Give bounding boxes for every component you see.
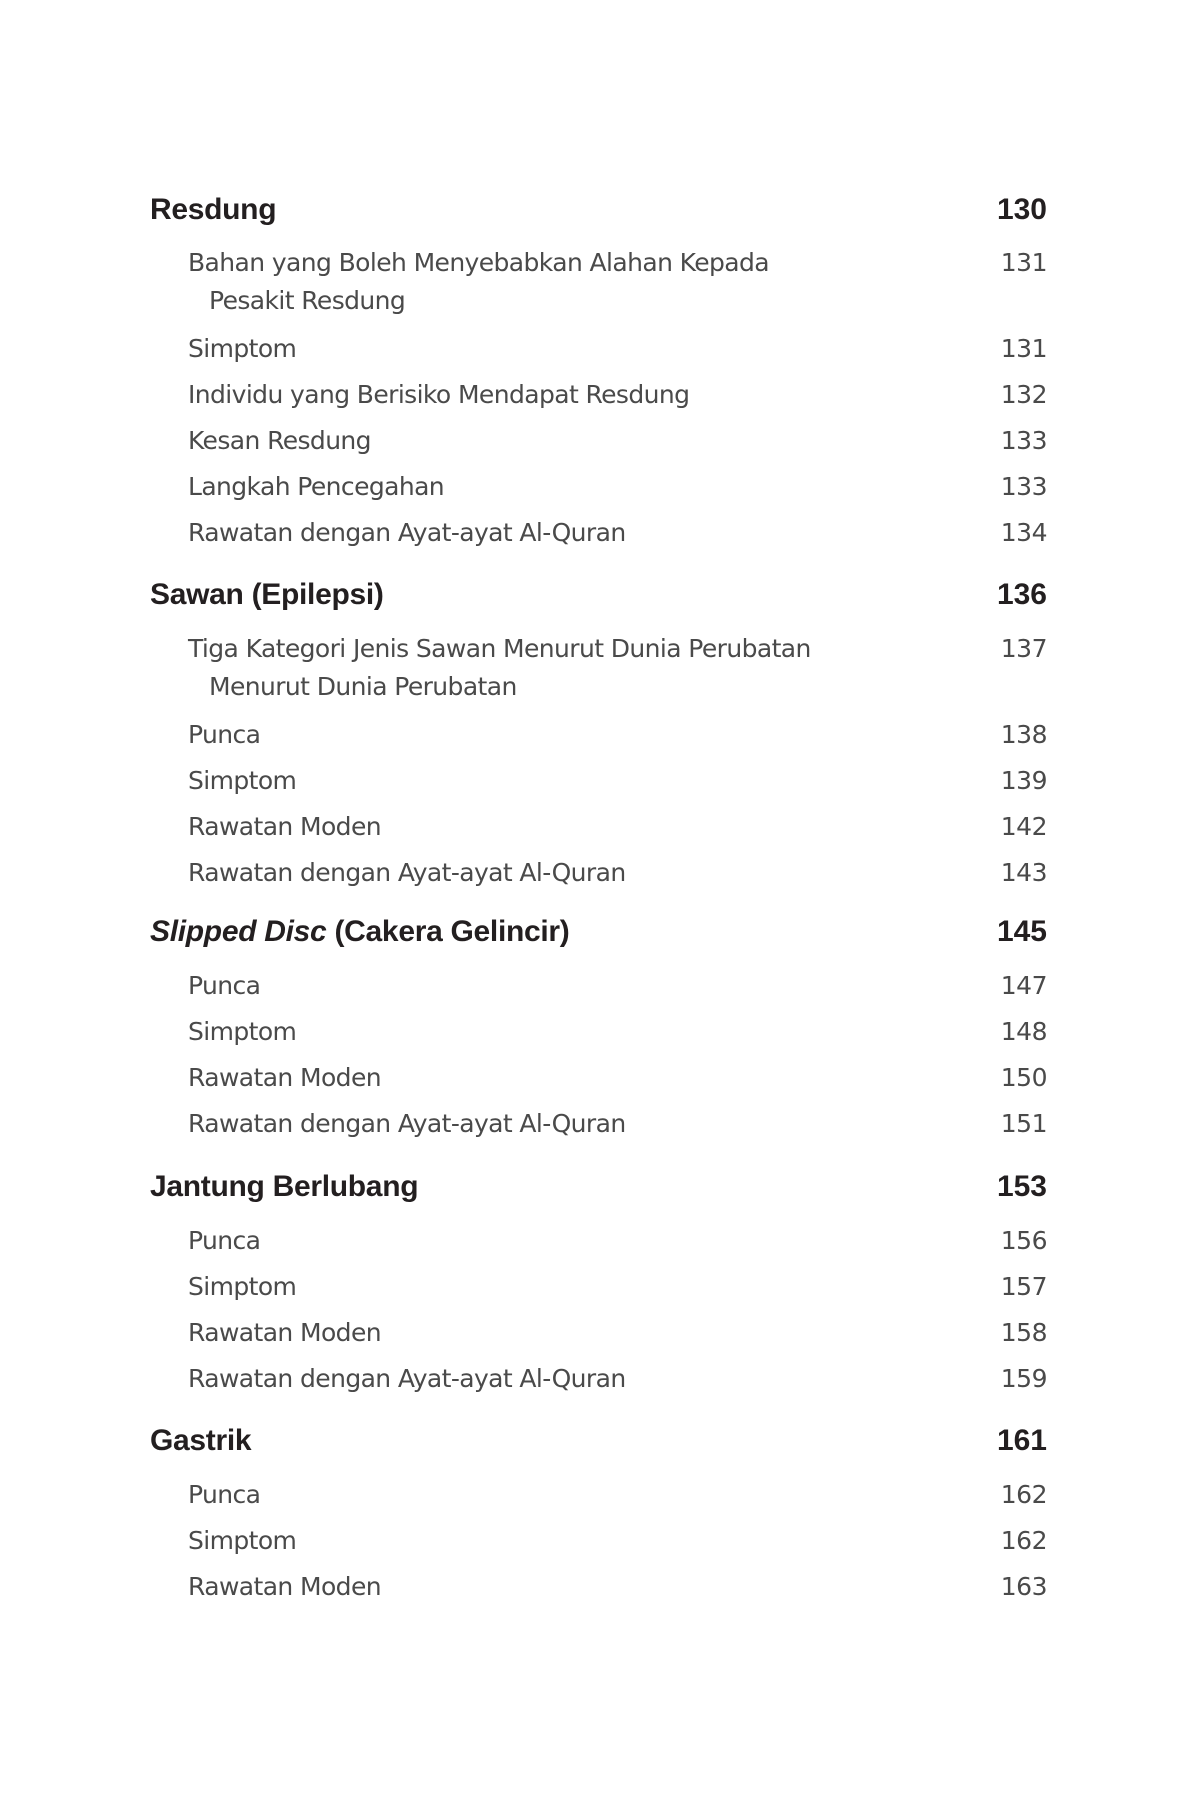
chapter-page-number: 153 bbox=[996, 1170, 1047, 1203]
entry-page-number: 156 bbox=[1000, 1226, 1047, 1255]
entry-page-number: 158 bbox=[1000, 1318, 1047, 1347]
entry-page-number: 137 bbox=[1000, 634, 1047, 663]
entry-title: Individu yang Berisiko Mendapat Resdung bbox=[188, 380, 690, 409]
entry-title: Simptom bbox=[188, 766, 297, 795]
entry-title: Simptom bbox=[188, 1272, 297, 1301]
entry-title: Simptom bbox=[188, 334, 297, 363]
chapter-title bbox=[150, 917, 570, 947]
entry-page-number: 157 bbox=[1000, 1272, 1047, 1301]
entry-page-number: 151 bbox=[1000, 1109, 1047, 1138]
entry-title: Rawatan dengan Ayat-ayat Al-Quran bbox=[188, 518, 626, 547]
entry-title: Rawatan dengan Ayat-ayat Al-Quran bbox=[188, 858, 626, 887]
entry-title: Langkah Pencegahan bbox=[188, 472, 445, 501]
entry-page-number: 133 bbox=[1000, 426, 1047, 455]
entry-title: Punca bbox=[188, 1480, 261, 1509]
entry-title-continuation: Menurut Dunia Perubatan bbox=[209, 672, 517, 701]
entry-title: Rawatan dengan Ayat-ayat Al-Quran bbox=[188, 1364, 626, 1393]
entry-page-number: 139 bbox=[1000, 766, 1047, 795]
entry-page-number: 131 bbox=[1000, 334, 1047, 363]
entry-title: Kesan Resdung bbox=[188, 426, 371, 455]
entry-page-number: 162 bbox=[1000, 1526, 1047, 1555]
chapter-title: Resdung bbox=[150, 193, 277, 226]
entry-title: Tiga Kategori Jenis Sawan Menurut Dunia Perubatan bbox=[188, 634, 811, 663]
entry-title: Simptom bbox=[188, 1526, 297, 1555]
entry-title: Simptom bbox=[188, 1017, 297, 1046]
entry-page-number: 147 bbox=[1000, 971, 1047, 1000]
entry-title: Rawatan Moden bbox=[188, 1318, 381, 1347]
entry-page-number: 142 bbox=[1000, 812, 1047, 841]
entry-page-number: 138 bbox=[1000, 720, 1047, 749]
entry-page-number: 133 bbox=[1000, 472, 1047, 501]
entry-title: Punca bbox=[188, 720, 261, 749]
entry-page-number: 131 bbox=[1000, 248, 1047, 277]
entry-page-number: 143 bbox=[1000, 858, 1047, 887]
entry-page-number: 163 bbox=[1000, 1572, 1047, 1601]
entry-page-number: 148 bbox=[1000, 1017, 1047, 1046]
entry-title: Punca bbox=[188, 1226, 261, 1255]
chapter-page-number: 145 bbox=[996, 915, 1047, 948]
chapter-title-rest: (Cakera Gelincir) bbox=[326, 915, 570, 948]
chapter-page-number: 130 bbox=[996, 193, 1047, 226]
entry-title: Rawatan Moden bbox=[188, 1572, 381, 1601]
chapter-title: Jantung Berlubang bbox=[150, 1170, 419, 1203]
entry-page-number: 150 bbox=[1000, 1063, 1047, 1092]
chapter-title: Sawan (Epilepsi) bbox=[150, 578, 384, 611]
entry-page-number: 159 bbox=[1000, 1364, 1047, 1393]
entry-title: Bahan yang Boleh Menyebabkan Alahan Kepada bbox=[188, 248, 769, 277]
entry-page-number: 134 bbox=[1000, 518, 1047, 547]
entry-title-continuation: Pesakit Resdung bbox=[209, 286, 406, 315]
chapter-page-number: 136 bbox=[996, 578, 1047, 611]
entry-title: Rawatan Moden bbox=[188, 812, 381, 841]
chapter-title: Gastrik bbox=[150, 1424, 252, 1457]
entry-title: Rawatan Moden bbox=[188, 1063, 381, 1092]
entry-title: Punca bbox=[188, 971, 261, 1000]
entry-page-number: 162 bbox=[1000, 1480, 1047, 1509]
entry-page-number: 132 bbox=[1000, 380, 1047, 409]
entry-title: Rawatan dengan Ayat-ayat Al-Quran bbox=[188, 1109, 626, 1138]
chapter-page-number: 161 bbox=[996, 1424, 1047, 1457]
chapter-title-italic: Slipped Disc bbox=[150, 915, 327, 948]
